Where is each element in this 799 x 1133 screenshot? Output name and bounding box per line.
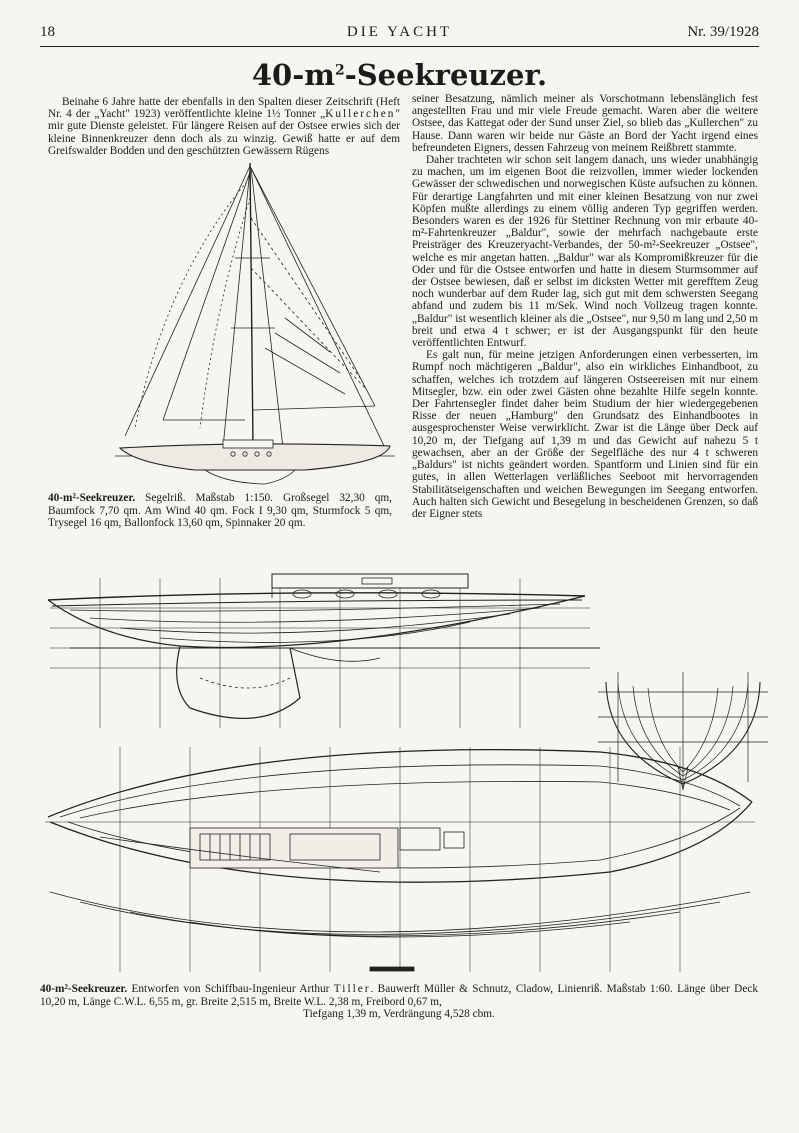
page-number: 18 [40,24,55,40]
right-paragraph-3: Es galt nun, für meine jetzigen Anforderungen einen verbesserten, im Rumpf noch mächtigeren „Baldur", also ein wirkliches Einhandboot, zu schaffen, welches ich trotzdem auf längeren Ostseereisen mit nur einem Mitsegler, bzw. ein oder zwei Gästen ohne bezahlte Hilfe segeln konnte. Der Fahrtensegler findet daher beim Studium der hier wiedergegebenen Risse der neuen „Hamburg" den Grundsatz des Einhandbootes in ausgesprochenster Weise verwirklicht. Zwar ist die Länge über Deck auf 10,20 m, der Tiefgang auf 1,39 m und das Gewicht auf nahezu 5 t gewachsen, aber an der Größe der Segelfläche des nur 4 t schweren „Baldurs" ist nichts geändert worden. Spantform und Linien sind für ein gutes, in allen Wetterlagen verläßliches Seeboot mit hervorragenden Stabilitätseigenschaften und weichen Bewegungen im Seegang entworfen. Auch halten sich Gewicht und Besegelung in bescheidenen Grenzen, so daß der Eigner stets [412,349,758,520]
right-paragraph-1: seiner Besatzung, nämlich meiner als Vorschotmann lebenslänglich fest angestellten Frau und mir viele Freude gemacht. Waren aber die weitere Ostsee, das Kattegat oder der Sund unser Ziel, so blieb das „Kullerchen" zu Hause. Dann waren wir beide nur Gäste an Bord der Yacht irgend eines befreundeten Eigners, dessen Fahrzeug von meinem Reißbrett stammte. [412,93,758,154]
sail-plan-caption: 40-m²-Seekreuzer. Segelriß. Maßstab 1:150. Großsegel 32,30 qm, Baumfock 7,70 qm. Am Wind 40 qm. Fock I 9,30 qm, Sturmfock 5 qm, Trysegel 16 qm, Ballonfock 13,60 qm, Spinnaker 20 qm. [48,492,392,530]
left-column-text [48,96,400,157]
left-paragraph: Beinahe 6 Jahre hatte der ebenfalls in den Spalten dieser Zeitschrift (Heft Nr. 4 der „Yacht" 1923) veröffentlichte kleine 1½ Tonner „Kullerchen" mir gute Dienste geleistet. Für längere Reisen auf der Ostsee erwies sich der kleine Binnenkreuzer denn doch als zu winzig. Gewiß hatte er auf dem Greifswalder Bodden und den geschützten Gewässern Rügens [48,96,400,157]
right-paragraph-2: Daher trachteten wir schon seit langem danach, uns wieder unabhängig zu machen, um im eigenen Boot die reizvollen, immer wieder lockenden Gewässer der schwedischen und norwegischen Küste aufsuchen zu können. Für derartige Langfahrten und mit einer kleinen Besatzung von nur zwei Köpfen mußte allerdings zu einem völlig anderen Typ gegriffen werden. Besonders waren es der 1926 für Stettiner Rechnung von mir erbaute 40-m²-Fahrtenkreuzer „Baldur", sowie der mehrfach nachgebaute erste Preisträger des Kreuzeryacht-Verbandes, der 50-m²-Seekreuzer „Ostsee", welche es mir angetan hatten. „Baldur" war als Kompromißkreuzer für die Oder und für die Ostsee entworfen und hatte in diesem Sturmsommer auf der Ostsee bewiesen, daß er selbst im dicksten Wetter mit gerefftem Zeug noch wunderbar auf dem Ruder lag, sich gut mit dem schwersten Seegang abfand und zudem bis 11 m/Sek. Wind noch Vollzeug tragen konnte. „Baldur" ist wesentlich kleiner als die „Ostsee", nur 9,50 m lang und 2,50 m breit und etwa 4 t schwer; er ist der Ausgangspunkt für den heute veröffentlichten Entwurf. [412,154,758,350]
page-header [40,24,759,47]
right-column-text [412,93,758,520]
half-breadth-plan-drawing [40,742,760,977]
article-title: $40-m^2$-Seekreuzer. [251,58,548,92]
sail-plan-drawing [105,158,405,488]
hull-profile-drawing [40,548,600,738]
lines-plan-caption: 40-m²-Seekreuzer. Entworfen von Schiffbau-Ingenieur Arthur Tiller. Bauwerft Müller & Schnutz, Cladow, Linienriß. Maßstab 1:60. Länge über Deck 10,20 m, Länge C.W.L. 6,55 m, gr. Breite 2,515 m, Breite W.L. 2,38 m, Freibord 0,67 m, Tiefgang 1,39 m, Verdrängung 4,528 cbm. [40,983,758,1021]
issue-number: Nr. 39/1928 [687,24,759,40]
magazine-title: DIE YACHT [346,24,453,40]
